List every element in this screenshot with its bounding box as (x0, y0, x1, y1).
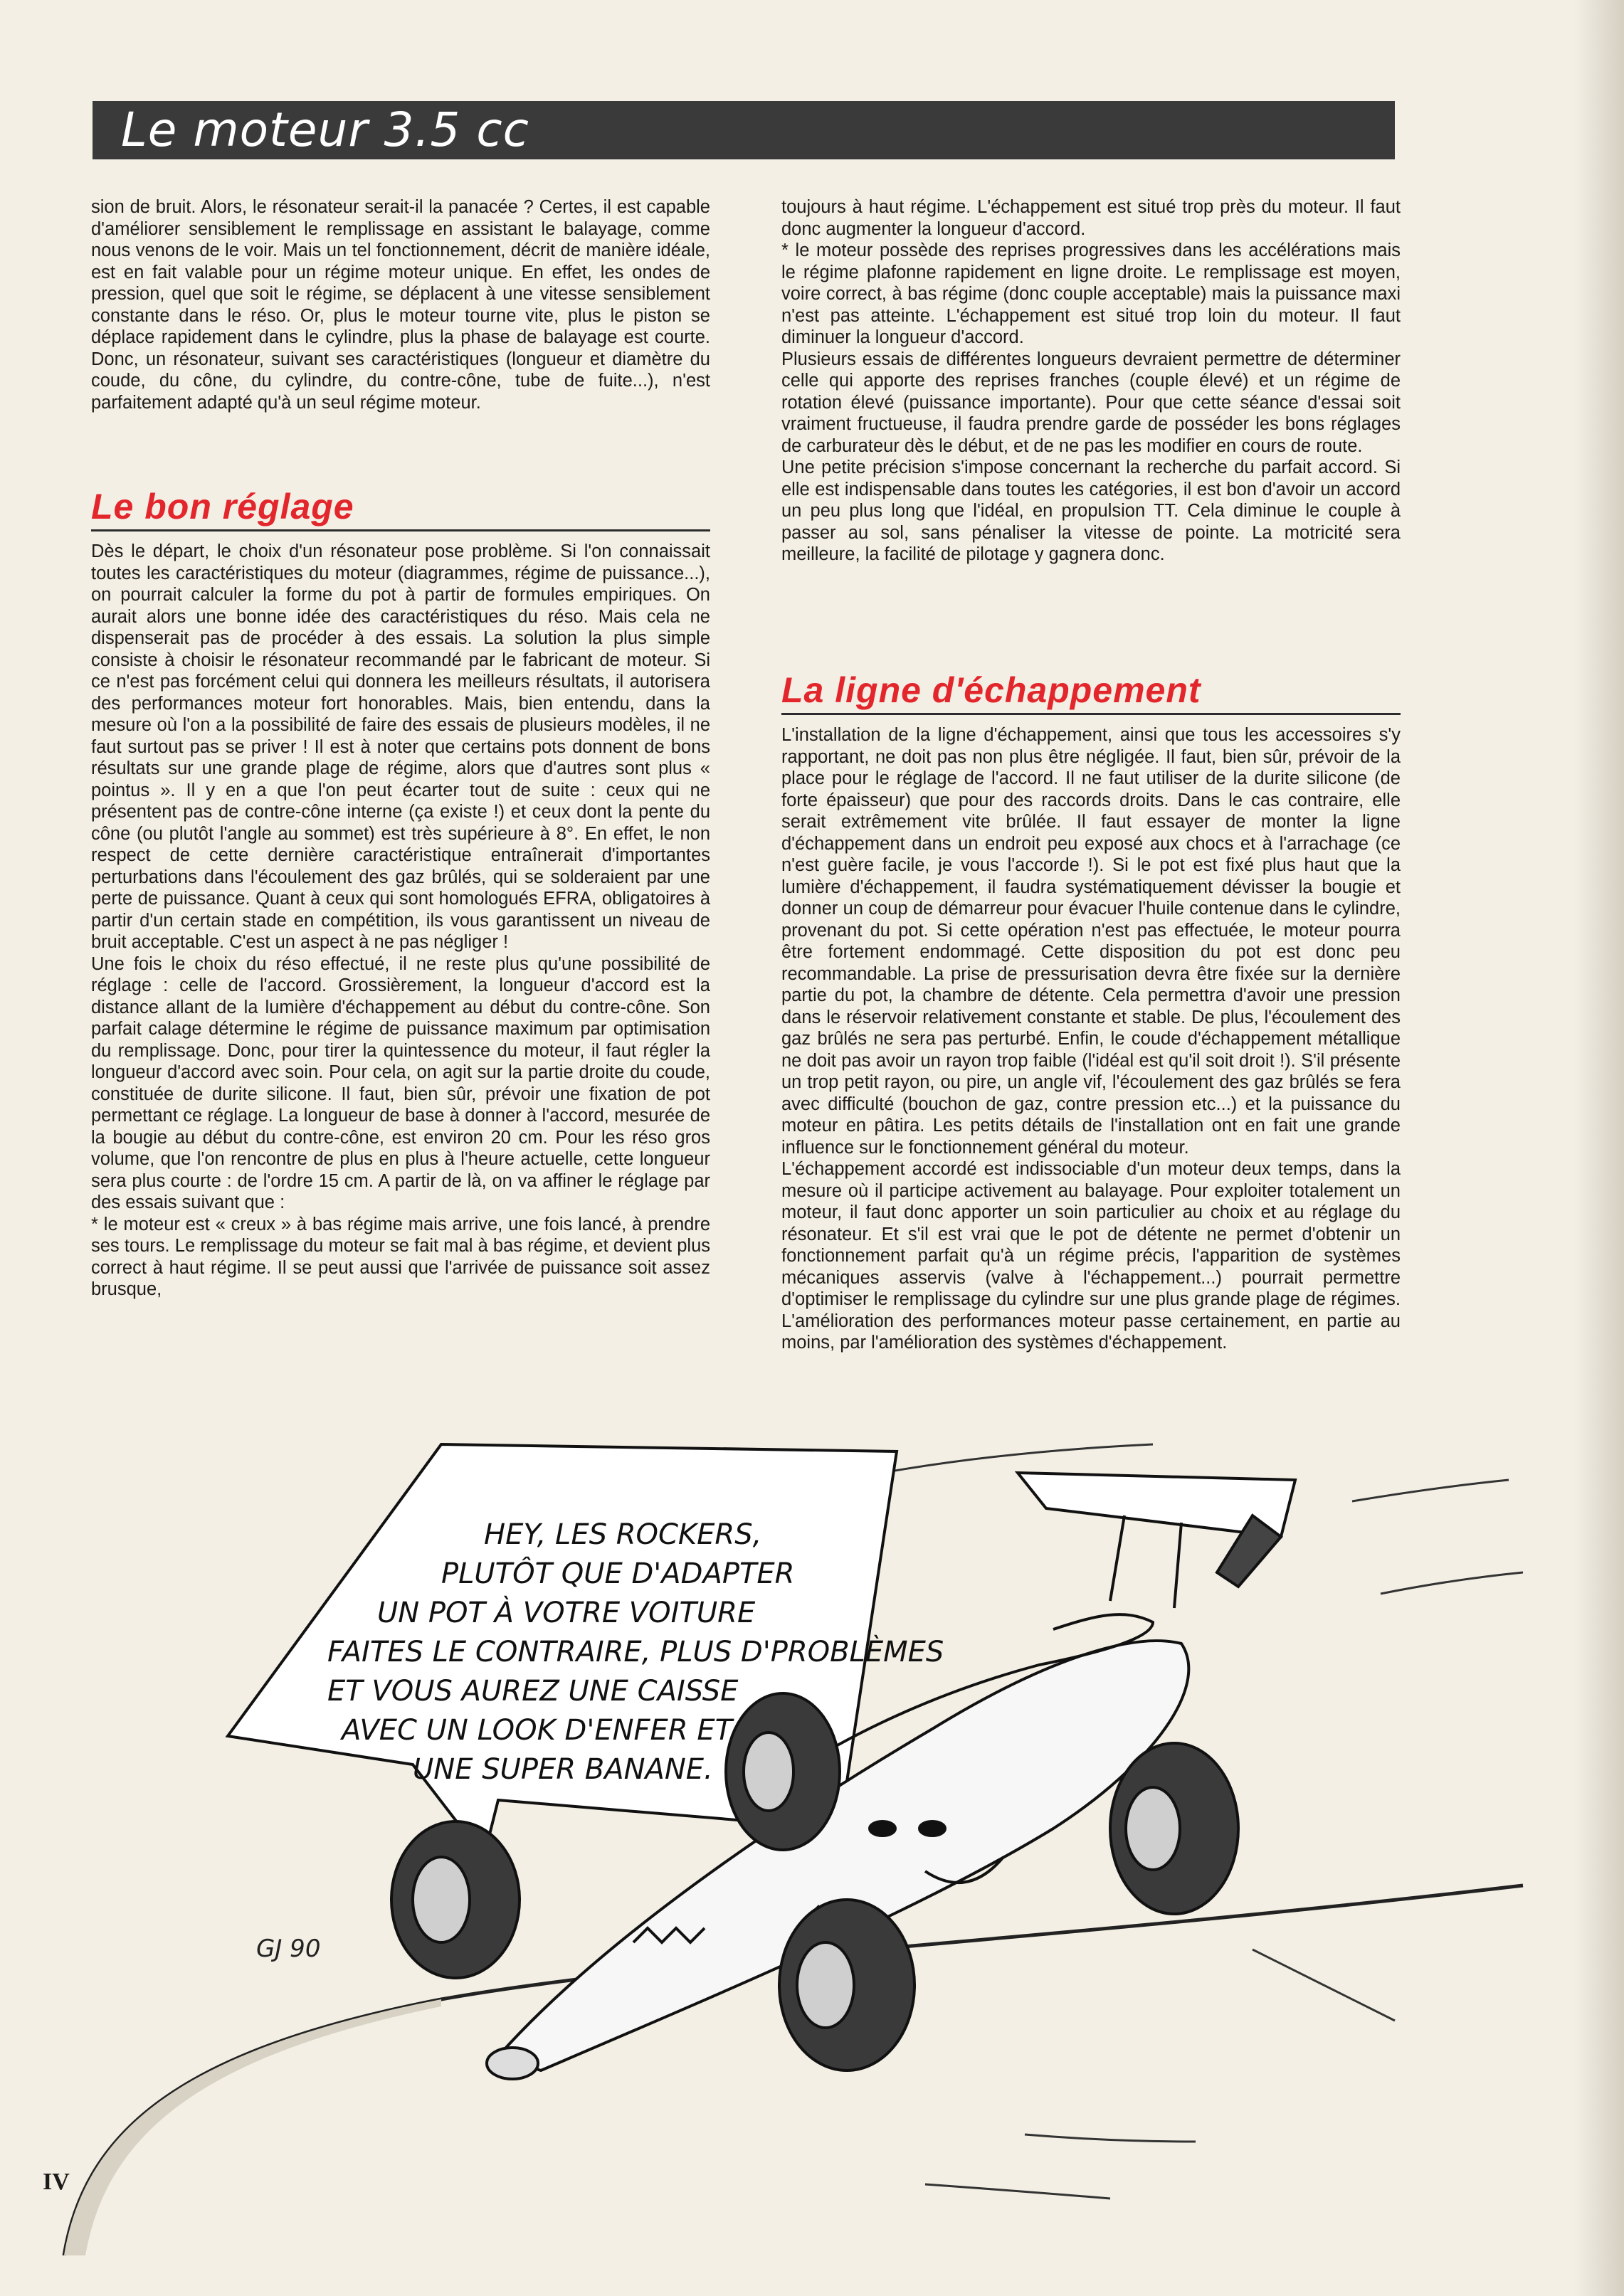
artist-signature: GJ 90 (256, 1935, 321, 1963)
paragraph: Une fois le choix du réso effectué, il ne reste plus qu'une possibilité de réglage : celle de l'accord. Grossièrement, la longueur d'accord est la distance allant de la lumière d'échappement au début du contre-cône. Son parfait calage détermine le régime de puissance maximum par optimisation du remplissage. Donc, pour tirer la quintessence du moteur, il faut régler la longueur d'accord avec soin. Pour cela, on agit sur la partie droite du coude, constituée de durite silicone. Il faut, bien sûr, prévoir une fixation de pot permettant ce réglage. La longueur de base à donner à l'accord, mesurée de la bougie au début du contre-cône, est environ 20 cm. Pour les réso gros volume, que l'on rencontre de plus en plus à l'heure actuelle, cette longueur sera plus courte : de l'ordre 15 cm. A partir de là, on va affiner le réglage par des essais suivant que : (91, 953, 710, 1212)
paragraph: L'échappement accordé est indissociable d'un moteur deux temps, dans la mesure où il participe activement au balayage. Pour exploiter totalement un moteur, il faut donc apporter un soin particulier au choix et au réglage du résonateur. Et s'il est vrai que le pot de détente ne permet d'obtenir un fonctionnement parfait qu'à un régime précis, l'apparition de systèmes mécaniques asservis (valve à l'échappement...) pourrait permettre d'optimiser le remplissage du cylindre sur une plus grande plage de régimes. L'amélioration des performances moteur passe certainement, en partie au moins, par l'amélioration des systèmes d'échappement. (781, 1159, 1401, 1353)
paragraph: L'installation de la ligne d'échappement, ainsi que tous les accessoires s'y rapportant, ne doit pas non plus être négligée. Il faut, bien sûr, prévoir de la place pour le réglage de l'accord. Il ne faut utiliser de la durite silicone (de forte épaisseur) que pour des raccords droits. Dans le cas contraire, elle serait extrêmement vite brûlée. Il faut essayer de monter la ligne d'échappement dans un endroit peu exposé aux chocs et à l'arrachage (ce n'est guère facile, je vous l'accorde !). Si le pot est fixé plus haut que la lumière d'échappement, il faudra systématiquement dévisser la bougie et donner un coup de démarreur pour évacuer l'huile contenue dans le cylindre, provenant du pot. Si cette opération n'est pas effectuée, le moteur pourra être fortement endommagé. Cette disposition du pot est donc peu recommandable. La prise de pressurisation devra être fixée sur la dernière partie du pot, la chambre de détente. Cela permettra d'avoir une pression dans le réservoir relativement constante et stable. De plus, l'écoulement des gaz brûlés ne sera pas perturbé. Enfin, le coude d'échappement métallique ne doit pas avoir un rayon trop faible (l'idéal est qu'il soit droit !). S'il présente un trop petit rayon, ou pire, un angle vif, l'écoulement des gaz brûlés se fera avec difficulté (bouchon de gaz, contre pression etc...) et la puissance du moteur en pâtira. Les petits détails de l'installation ont en fait une grande influence sur le fonctionnement général du moteur. (781, 725, 1401, 1158)
speech-line: HEY, LES ROCKERS, (484, 1518, 762, 1551)
right-column-intro (781, 196, 1401, 566)
speech-line: AVEC UN LOOK D'ENFER ET (342, 1714, 733, 1747)
wheel-rear-right (1110, 1743, 1238, 1914)
cartoon-illustration (43, 1430, 1537, 2270)
wheel-front-left (391, 1821, 520, 1978)
paragraph: Plusieurs essais de différentes longueurs devraient permettre de déterminer celle qui apporte des reprises franches (couple élevé) et un régime de rotation élevé (puissance importante). Pour que cette séance d'essai soit vraiment fructueuse, il faudra prendre garde de posséder les bons réglages de carburateur dès le début, et de ne pas les modifier en cours de route. (781, 349, 1401, 456)
rear-wing (1018, 1473, 1295, 1608)
paragraph: Dès le départ, le choix d'un résonateur pose problème. Si l'on connaissait toutes les caractéristiques du moteur (diagrammes, régime de puissance...), on pourrait calculer la forme du pot à partir de formules empiriques. On aurait alors une bonne idée des caractéristiques du réso. Mais cela ne dispenserait pas de procéder à des essais. La solution la plus simple consiste à choisir le résonateur recommandé par le fabricant de moteur. Si ce n'est pas forcément celui qui donnera les meilleurs résultats, il autorisera des performances moteur fort honorables. Mais, bien entendu, dans la mesure où l'on a la possibilité de faire des essais de plusieurs modèles, il ne faut surtout pas se priver ! Il est à noter que certains pots donnent de bons résultats sur une grande plage de régime, alors que d'autres sont plus « pointus ». Il y en a que l'on peut écarter tout de suite : ceux qui ne présentent pas de contre-cône interne (ça existe !) et ceux dont la pente du cône (ou plutôt l'angle au sommet) est très supérieure à 8°. En effet, le non respect de cette dernière caractéristique entraînerait d'importantes perturbations dans l'écoulement des gaz brûlés, qui se solderaient par une perte de puissance. Quant à ceux qui sont homologués EFRA, obligatoires à partir d'un certain stade en compétition, ils vous garantissent un niveau de bruit acceptable. C'est un aspect à ne pas négliger ! (91, 541, 710, 952)
right-column-body (781, 724, 1401, 1354)
left-column-body (91, 541, 710, 1301)
paragraph: toujours à haut régime. L'échappement est situé trop près du moteur. Il faut donc augmenter la longueur d'accord. (781, 197, 1401, 239)
left-column-intro (91, 196, 710, 413)
speech-line: PLUTÔT QUE D'ADAPTER (441, 1557, 795, 1590)
right-column-heading-block (781, 669, 1401, 715)
speech-line: UN POT À VOTRE VOITURE (377, 1597, 756, 1629)
paragraph: sion de bruit. Alors, le résonateur serait-il la panacée ? Certes, il est capable d'améliorer sensiblement le remplissage en assistant le balayage, comme nous venons de le voir. Mais un tel fonctionnement, décrit de manière idéale, est en fait valable pour un régime moteur unique. En effet, les ondes de pression, quel que soit le régime, se déplacent à une vitesse sensiblement constante dans le réso. Or, plus le moteur tourne vite, plus le piston se déplace rapidement dans le cylindre, plus la phase de balayage est courte. Donc, un résonateur, suivant ses caractéristiques (longueur et diamètre du coude, du cône, du cylindre, du contre-cône, tube de fuite...), n'est parfaitement adapté qu'à un seul régime moteur. (91, 197, 710, 413)
left-column-heading-block (91, 485, 710, 531)
paragraph: * le moteur possède des reprises progressives dans les accélérations mais le régime plafonne rapidement en ligne droite. Le remplissage est moyen, voire correct, à bas régime (donc couple acceptable) mais la puissance maxi n'est pas atteinte. L'échappement est situé trop loin du moteur. Il faut diminuer la longueur d'accord. (781, 240, 1401, 347)
page-title: Le moteur 3.5 cc (121, 102, 529, 157)
page-edge-shadow (1574, 0, 1624, 2296)
speech-line: UNE SUPER BANANE. (413, 1753, 713, 1786)
wheel-rear-left (726, 1693, 840, 1850)
section-heading: Le bon réglage (91, 485, 710, 531)
speech-line: ET VOUS AUREZ UNE CAISSE (327, 1675, 739, 1708)
paragraph: * le moteur est « creux » à bas régime mais arrive, une fois lancé, à prendre ses tours. Le remplissage du moteur se fait mal à bas régime, et devient plus correct à haut régime. Il se peut aussi que l'arrivée de puissance soit assez brusque, (91, 1214, 710, 1299)
section-heading: La ligne d'échappement (781, 669, 1401, 715)
wheel-front-right (779, 1900, 914, 2070)
speech-line: FAITES LE CONTRAIRE, PLUS D'PROBLÈMES (327, 1636, 944, 1668)
page-number: IV (43, 2169, 70, 2195)
section-title-bar (93, 101, 1395, 159)
track-shade (64, 1999, 441, 2255)
paragraph: Une petite précision s'impose concernant la recherche du parfait accord. Si elle est indispensable dans toutes les catégories, il est bon d'avoir un accord un peu plus long que l'idéal, en propulsion TT. Cela diminue le couple à passer au sol, sans pénaliser la vitesse de pointe. La motricité sera meilleure, la facilité de pilotage y gagnera donc. (781, 457, 1401, 564)
